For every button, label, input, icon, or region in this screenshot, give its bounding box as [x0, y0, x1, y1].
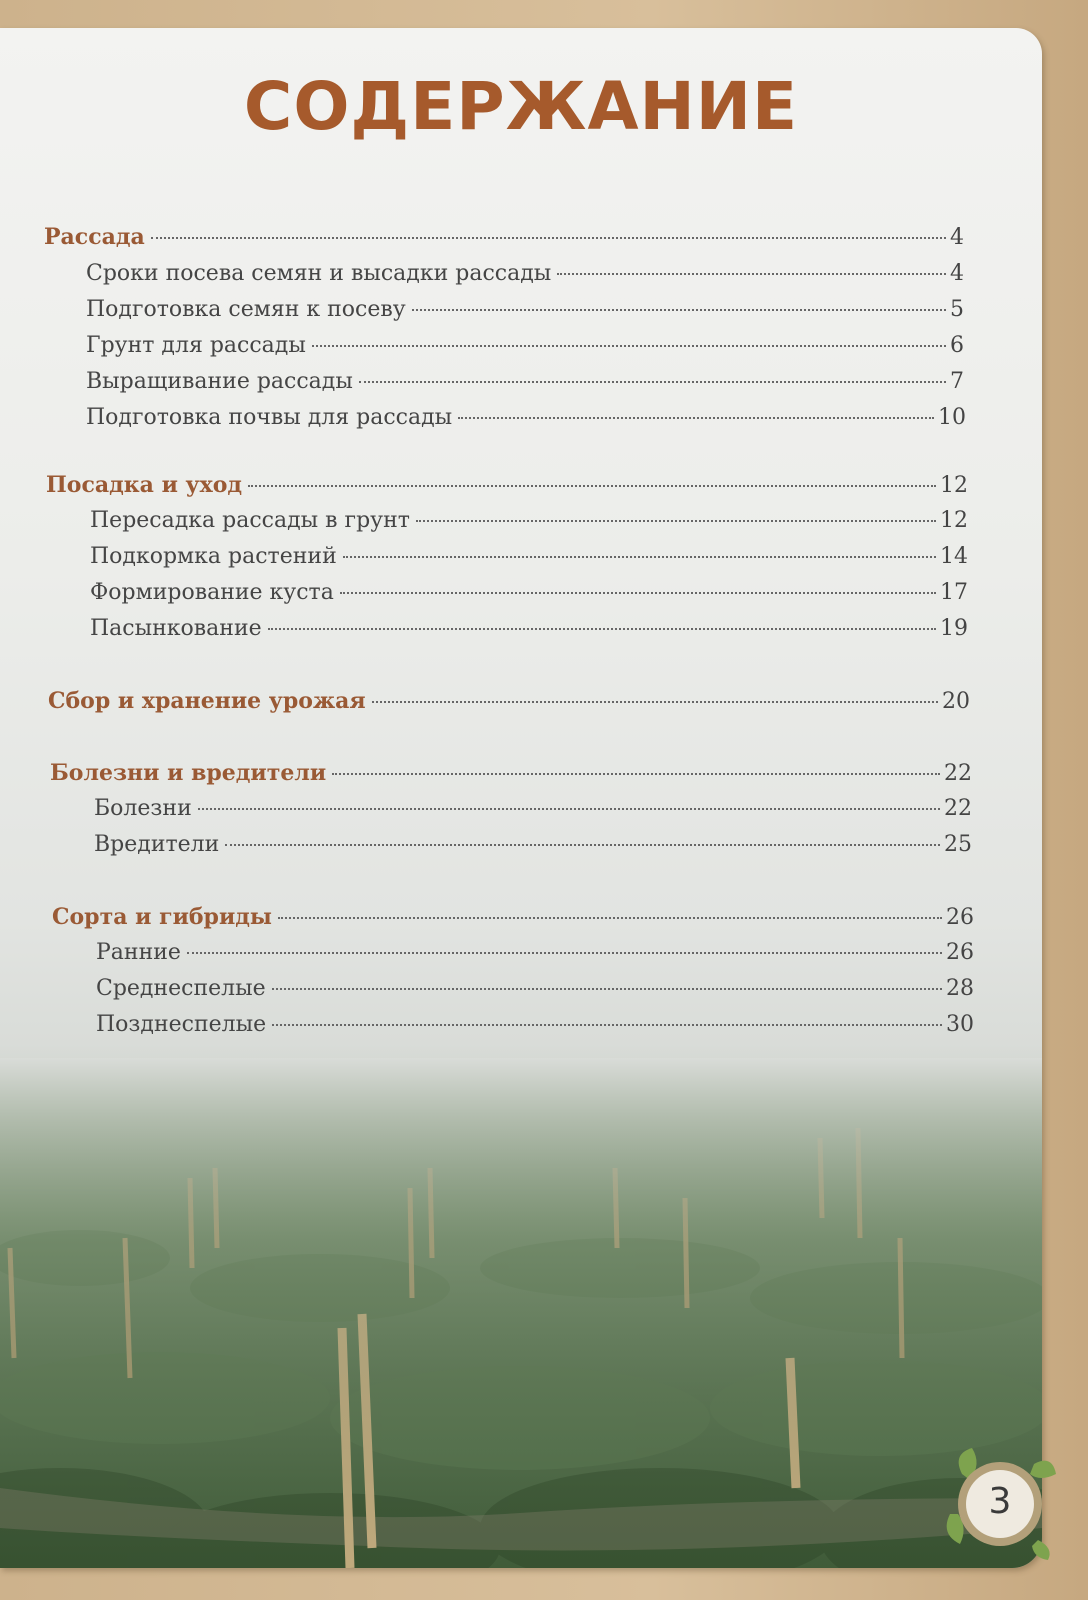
dot-leader	[272, 1024, 942, 1026]
toc-entry-title: Формирование куста	[90, 580, 334, 605]
toc-entry-page: 25	[944, 832, 972, 857]
dot-leader	[340, 592, 936, 594]
toc-entry[interactable]	[90, 616, 968, 641]
toc-entry-title: Позднеспелые	[96, 1012, 267, 1037]
toc-entry-title: Выращивание рассады	[86, 369, 353, 394]
toc-entry-page: 4	[950, 225, 964, 250]
dot-leader	[332, 773, 940, 775]
toc-entry-title: Подкормка растений	[90, 544, 337, 569]
toc-entry-page: 22	[944, 796, 972, 821]
toc-entry-page: 26	[946, 940, 974, 965]
toc-entry-title: Среднеспелые	[96, 976, 266, 1001]
toc-entry-title: Ранние	[96, 940, 181, 965]
toc-entry[interactable]	[96, 976, 974, 1001]
toc-entry-page: 12	[940, 473, 968, 498]
toc-entry-page: 20	[942, 689, 970, 714]
dot-leader	[225, 844, 940, 846]
dot-leader	[268, 628, 936, 630]
toc-entry-page: 4	[950, 261, 964, 286]
toc-entry-page: 12	[940, 508, 968, 533]
toc-entry[interactable]	[96, 1012, 974, 1037]
dot-leader	[458, 417, 934, 419]
toc-entry-title: Сорта и гибриды	[52, 904, 272, 930]
toc-entry-title: Болезни	[94, 796, 192, 821]
toc-entry-title: Грунт для рассады	[86, 333, 306, 358]
dot-leader	[248, 485, 936, 487]
toc-entry[interactable]	[50, 760, 972, 786]
page-number-badge	[942, 1444, 1058, 1560]
dot-leader	[416, 520, 936, 522]
table-of-contents	[0, 28, 1042, 1128]
toc-entry[interactable]	[86, 369, 964, 394]
toc-entry-title: Посадка и уход	[46, 472, 243, 498]
toc-entry-title: Пасынкование	[90, 616, 262, 641]
dot-leader	[151, 237, 946, 239]
toc-entry[interactable]	[48, 688, 970, 714]
toc-entry[interactable]	[86, 405, 966, 430]
toc-entry-title: Подготовка почвы для рассады	[86, 405, 453, 430]
book-page	[0, 28, 1042, 1568]
toc-entry-title: Болезни и вредители	[50, 760, 327, 786]
toc-entry[interactable]	[94, 832, 972, 857]
dot-leader	[278, 917, 942, 919]
toc-entry[interactable]	[86, 297, 964, 322]
toc-entry[interactable]	[96, 940, 974, 965]
toc-entry[interactable]	[86, 261, 964, 286]
toc-entry-page: 7	[950, 369, 964, 394]
toc-entry-page: 5	[950, 297, 964, 322]
toc-entry-page: 26	[946, 905, 974, 930]
toc-entry-title: Вредители	[94, 832, 220, 857]
toc-entry[interactable]	[46, 472, 968, 498]
dot-leader	[198, 808, 940, 810]
toc-entry[interactable]	[86, 333, 964, 358]
dot-leader	[412, 309, 946, 311]
dot-leader	[312, 345, 946, 347]
dot-leader	[343, 556, 936, 558]
toc-entry[interactable]	[52, 904, 974, 930]
tomato-field-photo-icon	[0, 1058, 1042, 1568]
toc-entry-page: 6	[950, 333, 964, 358]
dot-leader	[372, 701, 938, 703]
toc-entry-title: Подготовка семян к посеву	[86, 297, 406, 322]
toc-entry-title: Сбор и хранение урожая	[48, 688, 366, 714]
toc-entry[interactable]	[94, 796, 972, 821]
toc-entry-page: 17	[940, 580, 968, 605]
dot-leader	[272, 988, 942, 990]
page-title: СОДЕРЖАНИЕ	[243, 68, 799, 145]
toc-entry-title: Пересадка рассады в грунт	[90, 508, 410, 533]
toc-entry-title: Сроки посева семян и высадки рассады	[86, 261, 552, 286]
toc-entry-page: 19	[940, 616, 968, 641]
toc-entry[interactable]	[44, 224, 964, 250]
toc-entry-title: Рассада	[44, 224, 145, 250]
toc-entry[interactable]	[90, 544, 968, 569]
page-number: 3	[988, 1481, 1012, 1522]
toc-entry-page: 14	[940, 544, 968, 569]
toc-entry-page: 30	[946, 1012, 974, 1037]
toc-entry-page: 22	[944, 761, 972, 786]
toc-entry[interactable]	[90, 508, 968, 533]
dot-leader	[359, 381, 946, 383]
toc-entry-page: 10	[938, 405, 966, 430]
toc-entry-page: 28	[946, 976, 974, 1001]
dot-leader	[187, 952, 942, 954]
toc-entry[interactable]	[90, 580, 968, 605]
dot-leader	[557, 273, 946, 275]
